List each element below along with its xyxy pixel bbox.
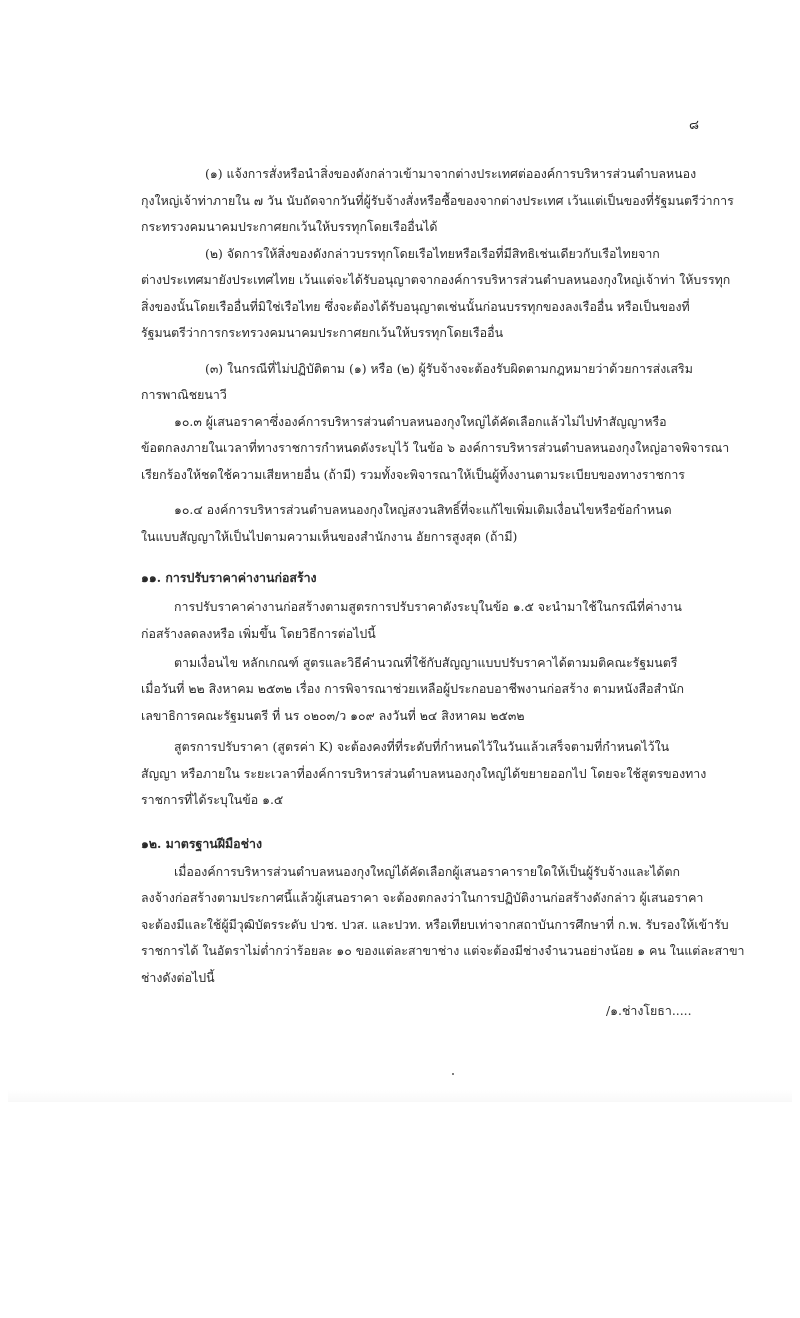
text-line: การพาณิชยนาวี	[141, 387, 227, 402]
text-line: ช่างดังต่อไปนี้	[141, 970, 215, 985]
text-line: ในแบบสัญญาให้เป็นไปตามความเห็นของสำนักงาน อัยการสูงสุด (ถ้ามี)	[141, 529, 518, 544]
text-line: สูตรการปรับราคา (สูตรค่า K) จะต้องคงที่ที่ระดับที่กำหนดไว้ในวันแล้วเสร็จตามที่กำหนดไว้ใน	[174, 739, 670, 754]
text-line: (๑) แจ้งการสั่งหรือนำสิ่งของดังกล่าวเข้ามาจากต่างประเทศต่อองค์การบริหารส่วนตำบลหนอง	[205, 166, 697, 181]
text-line: ก่อสร้างลดลงหรือ เพิ่มขึ้น โดยวิธีการต่อไปนี้	[141, 626, 376, 641]
text-line: เมื่อองค์การบริหารส่วนตำบลหนองกุงใหญ่ได้คัดเลือกผู้เสนอราคารายใดให้เป็นผู้รับจ้างและได้ตก	[174, 864, 681, 879]
text-line: ราชการได้ ในอัตราไม่ต่ำกว่าร้อยละ ๑๐ ของแต่ละสาขาช่าง แต่จะต้องมีช่างจำนวนอย่างน้อย ๑ คน ในแต่ละสาขา	[141, 943, 745, 958]
text-line: ๑๐.๓ ผู้เสนอราคาซึ่งองค์การบริหารส่วนตำบลหนองกุงใหญ่ได้คัดเลือกแล้วไม่ไปทำสัญญาหรือ	[174, 414, 667, 429]
text-line: ต่างประเทศมายังประเทศไทย เว้นแต่จะได้รับอนุญาตจากองค์การบริหารส่วนตำบลหนองกุงใหญ่เจ้าท่า ให้บรรทุก	[141, 272, 731, 287]
continuation-note: /๑.ช่างโยธา.....	[606, 1003, 692, 1018]
text-line: สิ่งของนั้นโดยเรืออื่นที่มิใช่เรือไทย ซึ่งจะต้องได้รับอนุญาตเช่นนั้นก่อนบรรทุกของลงเรืออื่น หรือเป็นของที่	[141, 299, 690, 314]
text-line: รัฐมนตรีว่าการกระทรวงคมนาคมประกาศยกเว้นให้บรรทุกโดยเรืออื่น	[141, 325, 504, 340]
text-line: การปรับราคาค่างานก่อสร้างตามสูตรการปรับราคาดังระบุในข้อ ๑.๕ จะนำมาใช้ในกรณีที่ค่างาน	[174, 599, 682, 614]
text-line: เลขาธิการคณะรัฐมนตรี ที่ นร ๐๒๐๓/ว ๑๐๙ ลงวันที่ ๒๔ สิงหาคม ๒๕๓๒	[141, 708, 525, 723]
text-line: (๓) ในกรณีที่ไม่ปฏิบัติตาม (๑) หรือ (๒) ผู้รับจ้างจะต้องรับผิดตามกฎหมายว่าด้วยการส่งเสริม	[205, 361, 693, 376]
text-line: ตามเงื่อนไข หลักเกณฑ์ สูตรและวิธีคำนวณที่ใช้กับสัญญาแบบปรับราคาได้ตามมติคณะรัฐมนตรี	[174, 655, 678, 670]
text-line: ลงจ้างก่อสร้างตามประกาศนี้แล้วผู้เสนอราคา จะต้องตกลงว่าในการปฏิบัติงานก่อสร้างดังกล่าว ผู้เสนอราคา	[141, 890, 704, 905]
text-line: (๒) จัดการให้สิ่งของดังกล่าวบรรทุกโดยเรือไทยหรือเรือที่มีสิทธิเช่นเดียวกับเรือไทยจาก	[205, 246, 660, 261]
text-line: เรียกร้องให้ชดใช้ความเสียหายอื่น (ถ้ามี) รวมทั้งจะพิจารณาให้เป็นผู้ทิ้งงานตามระเบียบของทางราชการ	[141, 467, 685, 482]
text-line: จะต้องมีและใช้ผู้มีวุฒิบัตรระดับ ปวช. ปวส. และปวท. หรือเทียบเท่าจากสถาบันการศึกษาที่ ก.พ. รับรองให้เข้ารับ	[141, 917, 729, 932]
section-heading-11: ๑๑. การปรับราคาค่างานก่อสร้าง	[141, 570, 317, 585]
text-line: ข้อตกลงภายในเวลาที่ทางราชการกำหนดดังระบุไว้ ในข้อ ๖ องค์การบริหารส่วนตำบลหนองกุงใหญ่อาจพิจารณา	[141, 440, 730, 455]
scan-dot	[452, 1073, 454, 1075]
page-number: ๘	[689, 118, 700, 133]
text-line: ราชการที่ได้ระบุในข้อ ๑.๕	[141, 792, 284, 807]
text-line: ๑๐.๔ องค์การบริหารส่วนตำบลหนองกุงใหญ่สงวนสิทธิ์ที่จะแก้ไขเพิ่มเติมเงื่อนไขหรือข้อกำหนด	[174, 502, 672, 517]
text-line: กระทรวงคมนาคมประกาศยกเว้นให้บรรทุกโดยเรืออื่นได้	[141, 219, 438, 234]
text-line: กุงใหญ่เจ้าท่าภายใน ๗ วัน นับถัดจากวันที่ผู้รับจ้างสั่งหรือซื้อของจากต่างประเทศ เว้นแต่เป็นของที่รัฐมนตรีว่าการ	[141, 193, 734, 208]
text-line: เมื่อวันที่ ๒๒ สิงหาคม ๒๕๓๒ เรื่อง การพิจารณาช่วยเหลือผู้ประกอบอาชีพงานก่อสร้าง ตามหนังสือสำนัก	[141, 681, 685, 696]
section-heading-12: ๑๒. มาตรฐานฝีมือช่าง	[141, 836, 263, 851]
scan-edge	[8, 1090, 792, 1102]
text-line: สัญญา หรือภายใน ระยะเวลาที่องค์การบริหารส่วนตำบลหนองกุงใหญ่ได้ขยายออกไป โดยจะใช้สูตรของทาง	[141, 766, 707, 781]
